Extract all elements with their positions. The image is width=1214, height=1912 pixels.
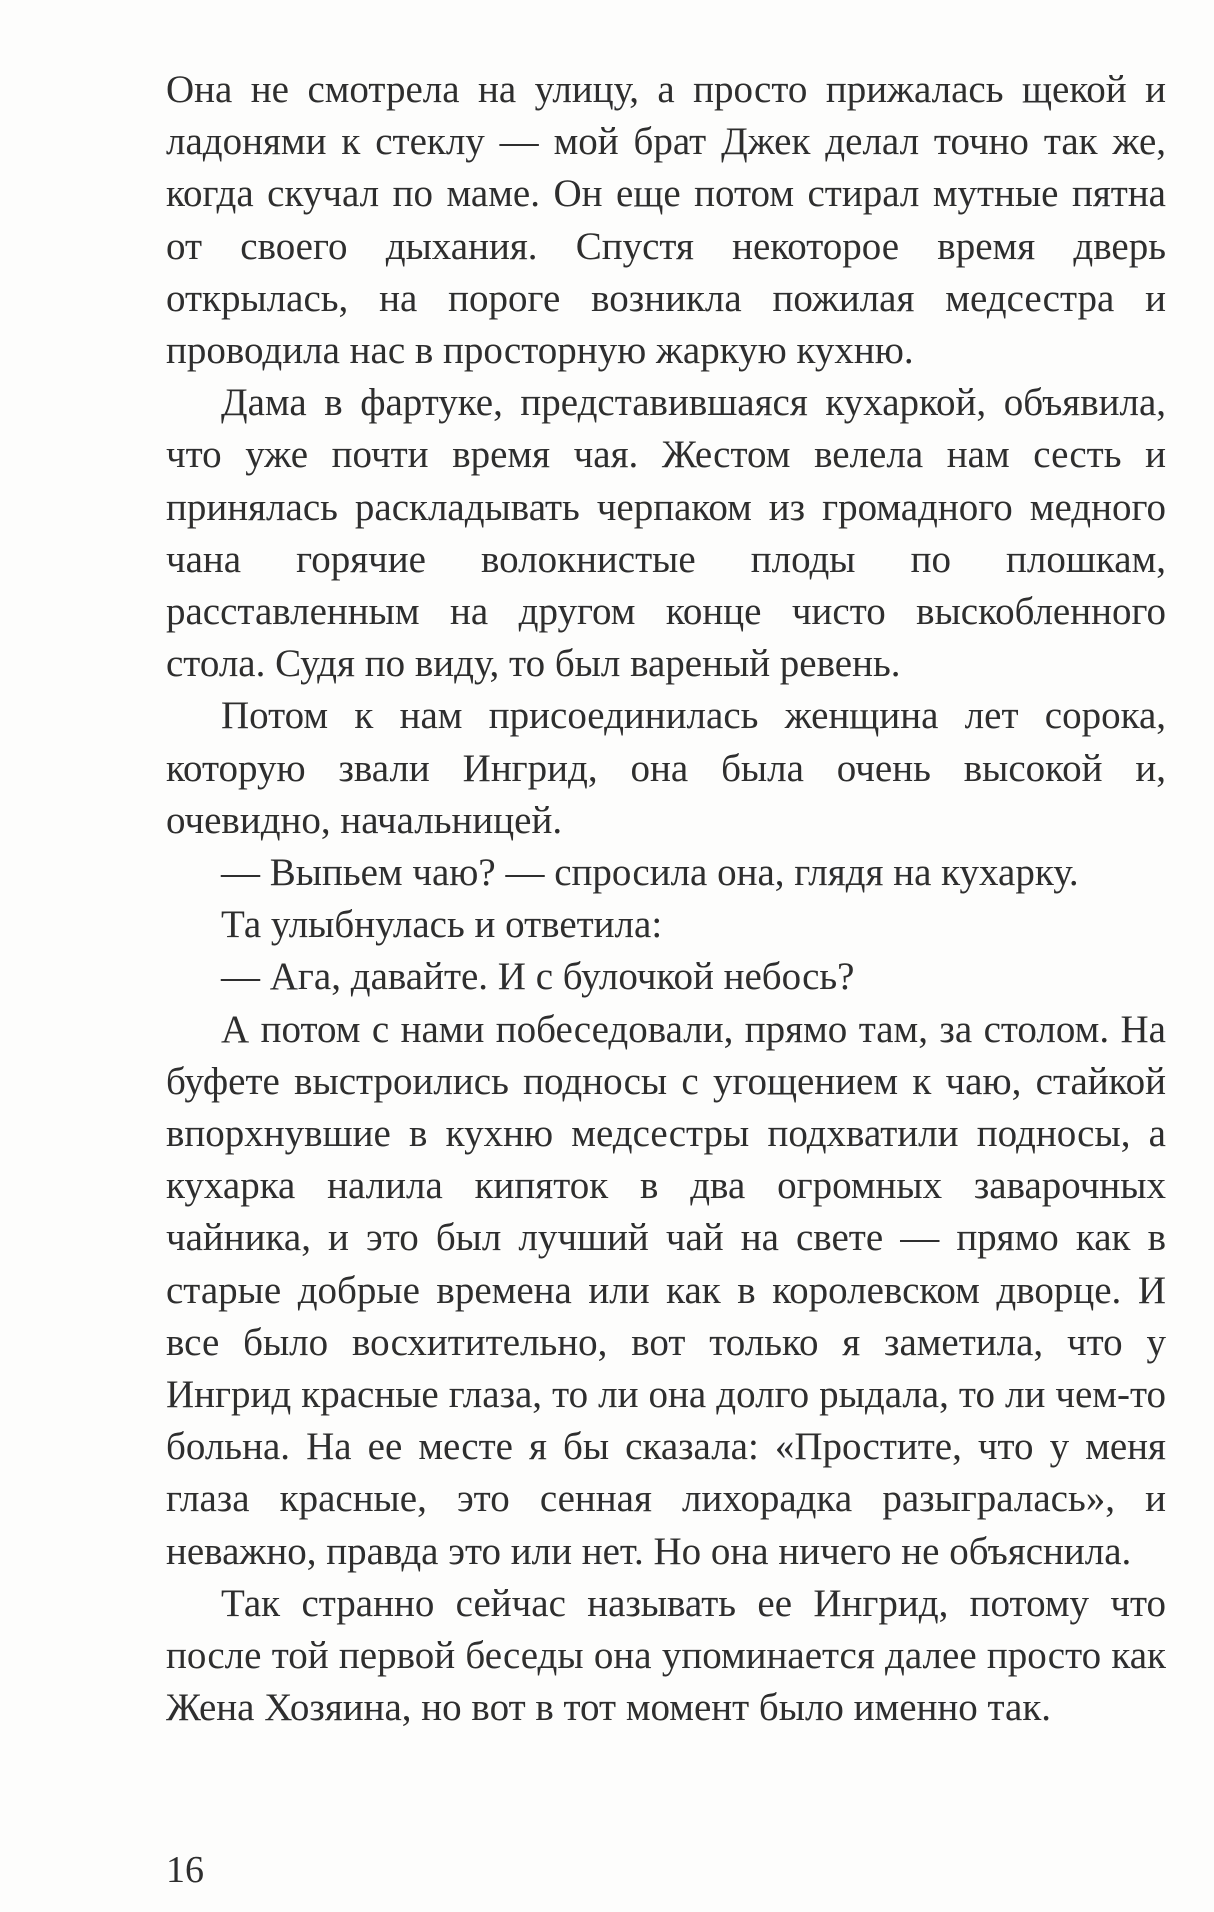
body-text	[166, 64, 1166, 1735]
paragraph-2: Дама в фартуке, представившаяся кухаркой, объявила, что уже почти время чая. Жестом велела нам сесть и принялась раскладывать черпаком из громадного медного чана горячие волокнистые плоды по плошкам, расставленным на другом конце чисто выскобленного стола. Судя по виду, то был вареный ревень.	[166, 381, 1166, 686]
paragraph-3: Потом к нам присоединилась женщина лет сорока, которую звали Ингрид, она была очень высокой и, очевидно, начальницей.	[166, 694, 1166, 842]
page-number: 16	[166, 1849, 204, 1891]
dialogue-line-1: — Выпьем чаю? — спросила она, глядя на кухарку.	[221, 851, 1079, 895]
dialogue-line-3: — Ага, давайте. И с булочкой небось?	[221, 955, 855, 999]
paragraph-5: Так странно сейчас называть ее Ингрид, потому что после той первой беседы она упоминается далее просто как Жена Хозяина, но вот в тот момент было именно так.	[166, 1581, 1166, 1730]
paragraph-4: А потом с нами побеседовали, прямо там, за столом. На буфете выстроились подносы с угощением к чаю, стайкой впорхнувшие в кухню медсестры подхватили подносы, а кухарка налила кипяток в два огромных заварочных чайника, и это был лучший чай на свете — прямо как в старые добрые времена или как в королевском дворце. И все было восхитительно, вот только я заметила, что у Ингрид красные глаза, то ли она долго рыдала, то ли чем-то больна. На ее месте я бы сказала: «Простите, что у меня глаза красные, это сенная лихорадка разыгралась», и неважно, правда это или нет. Но она ничего не объяснила.	[166, 1007, 1166, 1573]
dialogue-line-2: Та улыбнулась и ответила:	[221, 903, 663, 947]
paragraph-1: Она не смотрела на улицу, а просто прижалась щекой и ладонями к стеклу — мой брат Джек делал точно так же, когда скучал по маме. Он еще потом стирал мутные пятна от своего дыхания. Спустя некоторое время дверь открылась, на пороге возникла пожилая медсестра и проводила нас в просторную жаркую кухню.	[166, 68, 1166, 373]
